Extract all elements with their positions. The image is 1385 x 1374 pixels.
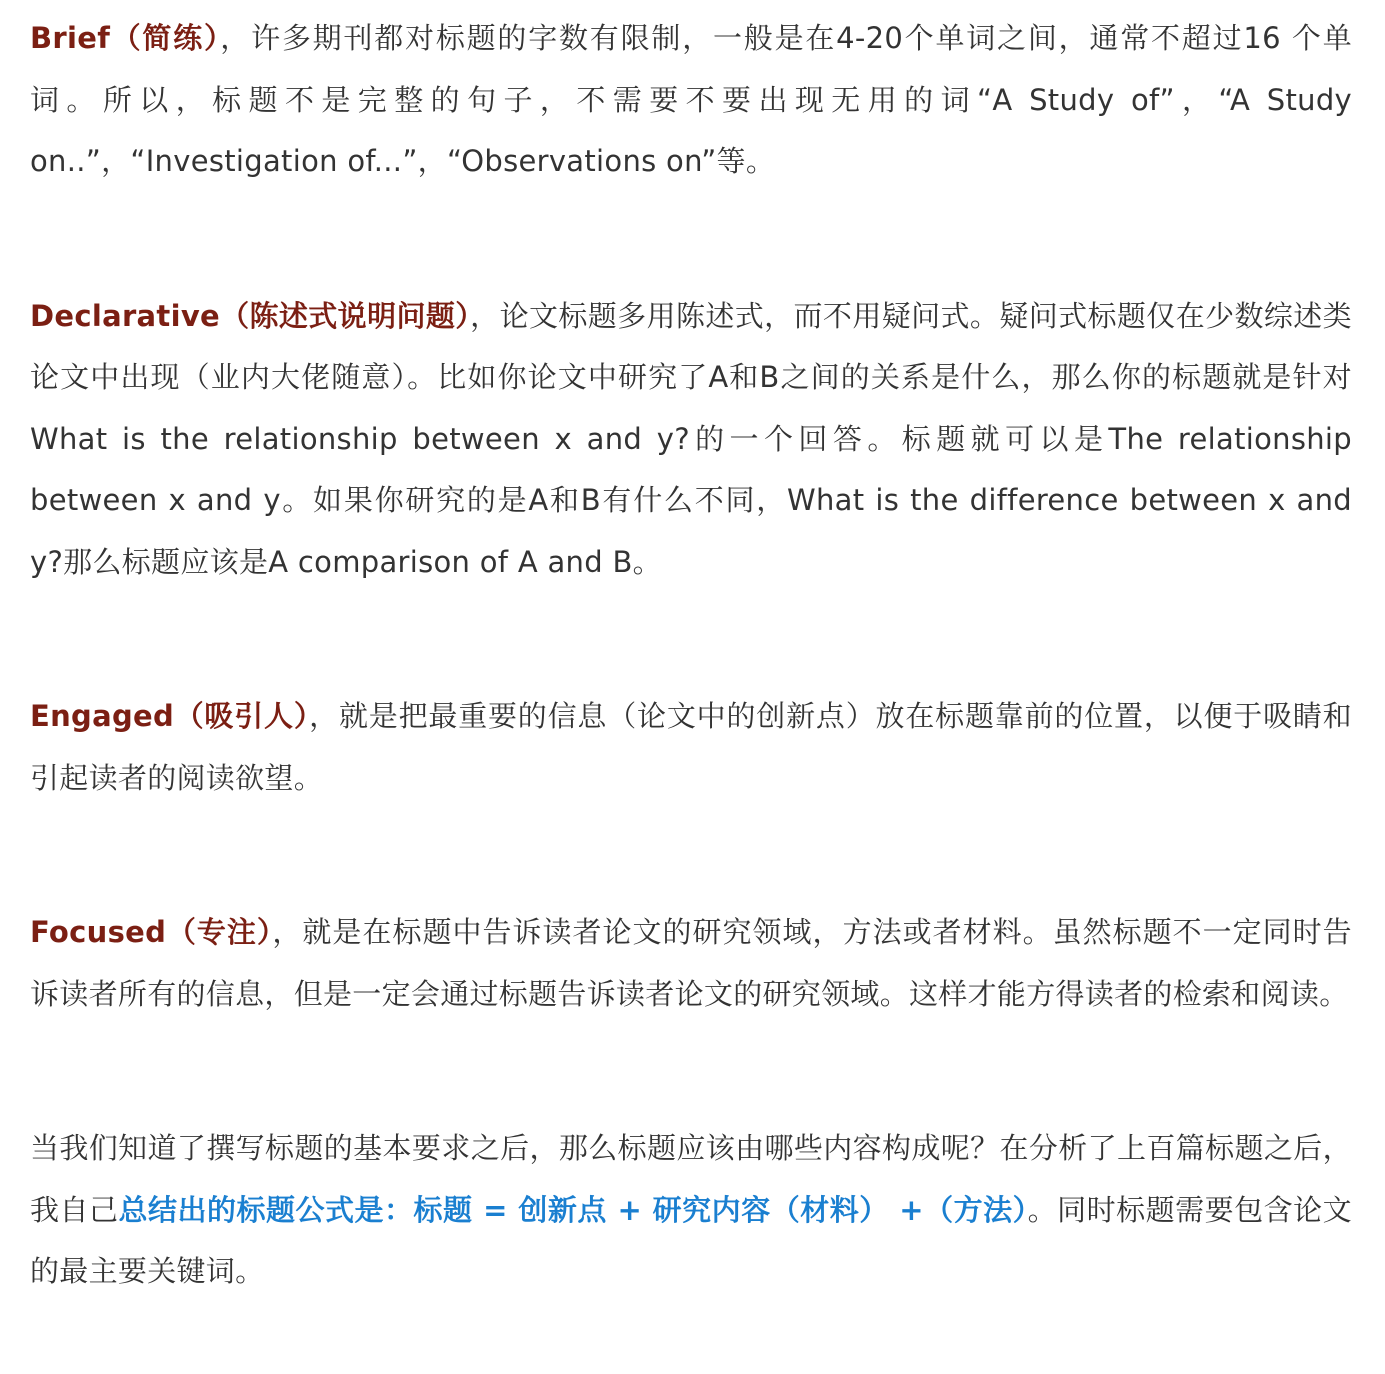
summary-intro-text: 当我们知道了撰写标题的基本要求之后，那么标题应该由哪些内容构成呢？在分析了上百篇标题之后，我自己 [30, 1131, 1352, 1227]
paragraph-brief [30, 8, 1352, 193]
term-focused: Focused（专注） [30, 915, 273, 949]
term-engaged: Engaged（吸引人） [30, 699, 310, 733]
paragraph-text: ，就是在标题中告诉读者论文的研究领域，方法或者材料。虽然标题不一定同时告诉读者所有的信息，但是一定会通过标题告诉读者论文的研究领域。这样才能方得读者的检索和阅读。 [30, 915, 1352, 1011]
term-declarative: Declarative（陈述式说明问题） [30, 298, 471, 333]
paragraph-text: ，论文标题多用陈述式，而不用疑问式。疑问式标题仅在少数综述类论文中出现（业内大佬随意）。比如你论文中研究了A和B之间的关系是什么，那么你的标题就是针对What is the relationship between x and y?的一个回答。标题就可以是The relationship between x and y。如果你研究的是A和B有什么不同，What is the difference between x and y?那么标题应该是A comparison of A and B。 [30, 298, 1352, 579]
paragraph-focused [30, 902, 1352, 1025]
article-body [30, 8, 1352, 1303]
paragraph-engaged [30, 686, 1352, 809]
term-brief: Brief（简练） [30, 21, 221, 55]
paragraph-text: ，许多期刊都对标题的字数有限制，一般是在4-20个单词之间，通常不超过16 个单词。所以，标题不是完整的句子，不需要不要出现无用的词“A Study of”，“A Study on..”，“Investigation of...”，“Observations on”等。 [30, 21, 1352, 178]
paragraph-declarative [30, 286, 1352, 594]
paragraph-summary [30, 1118, 1352, 1303]
title-formula-highlight: 总结出的标题公式是：标题 = 创新点 + 研究内容（材料） +（方法） [118, 1192, 1028, 1227]
paragraph-text: ，就是把最重要的信息（论文中的创新点）放在标题靠前的位置，以便于吸睛和引起读者的阅读欲望。 [30, 699, 1352, 795]
summary-closing-text: 。同时标题需要包含论文的最主要关键词。 [30, 1192, 1352, 1288]
